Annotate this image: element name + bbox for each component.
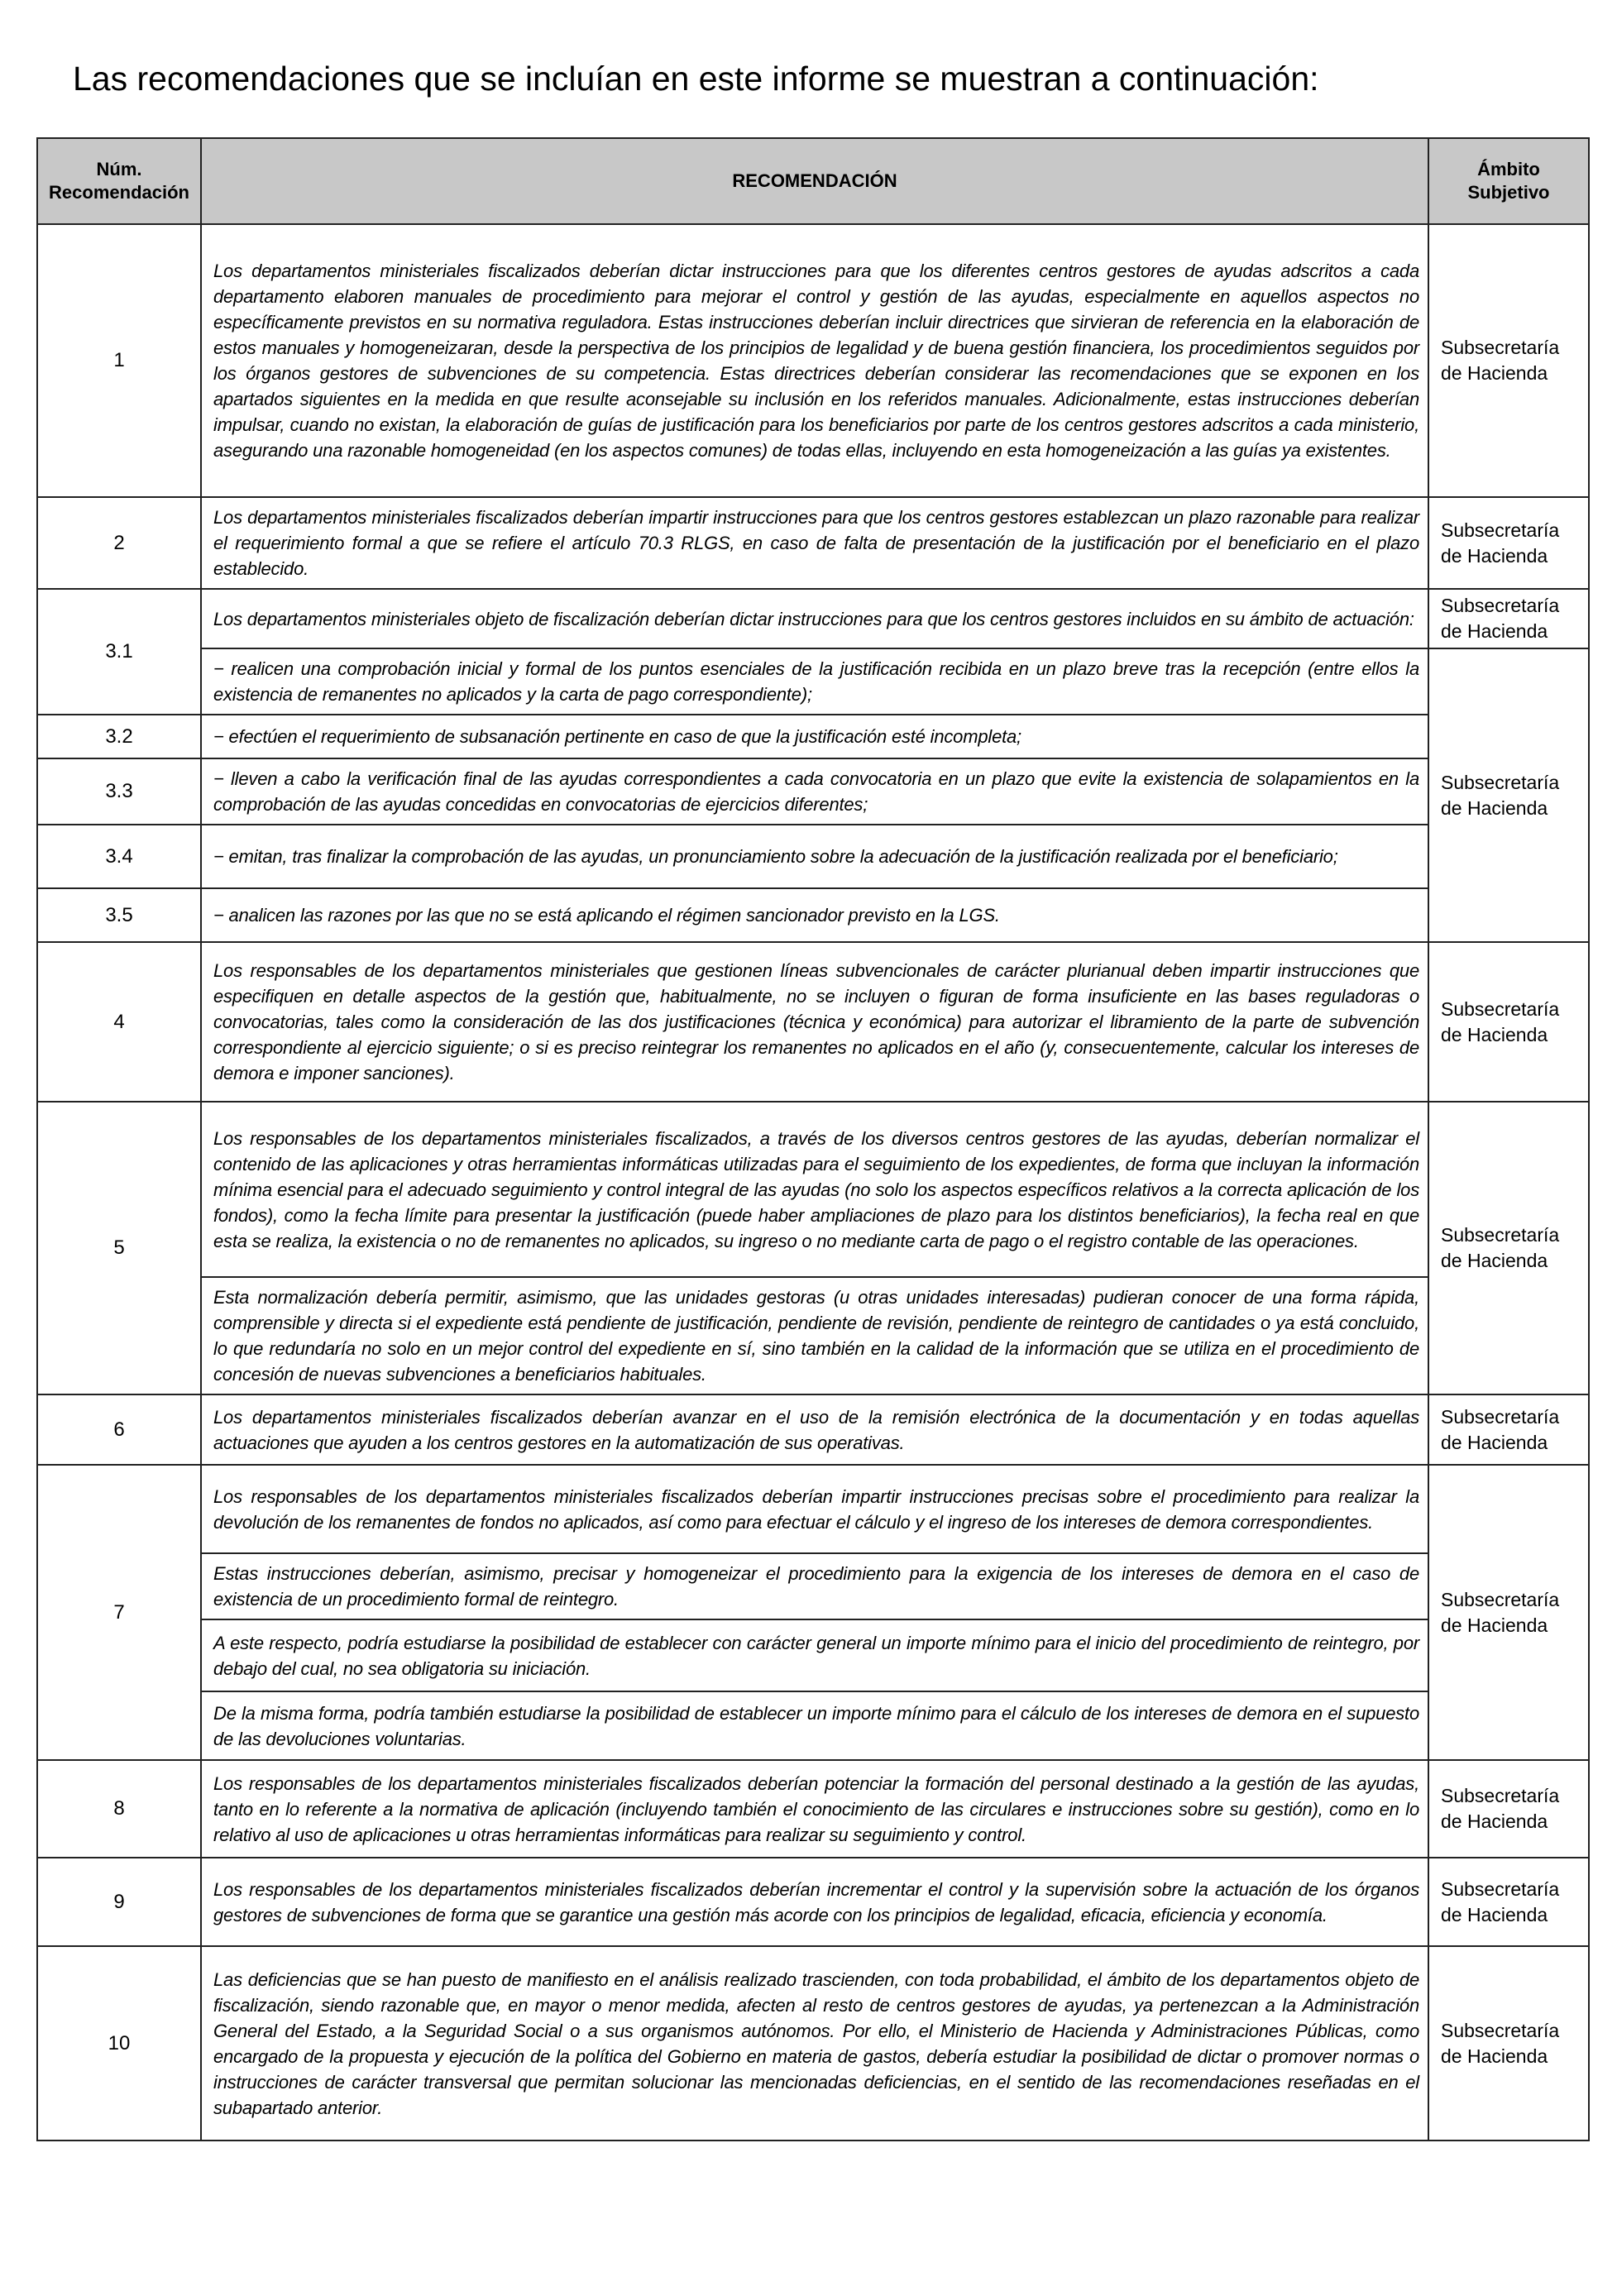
rec-number: 4: [37, 942, 201, 1102]
table-row: [37, 1691, 1589, 1760]
table-row: [37, 1619, 1589, 1691]
table-row: [37, 1553, 1589, 1619]
rec-text: Los responsables de los departamentos ministeriales fiscalizados deberían impartir instrucciones precisas sobre el procedimiento para realizar la devolución de los remanentes de fondos no aplicados, así como para efectuar el cálculo y el ingreso de los intereses de demora correspondientes.: [201, 1465, 1428, 1553]
header-num-line1: Núm.: [96, 159, 142, 179]
rec-number: 3.4: [37, 825, 201, 888]
rec-text: Las deficiencias que se han puesto de manifiesto en el análisis realizado trascienden, con toda probabilidad, el ámbito de los departamentos objeto de fiscalización, siendo razonable que, en mayor o menor medida, afecten al resto de centros gestores de ayudas, ya pertenezcan a la Administración General del Estado, a la Seguridad Social o a sus organismos autónomos. Por ello, el Ministerio de Hacienda y Administraciones Públicas, como encargado de la propuesta y ejecución de la política del Gobierno en materia de gastos, debería estudiar la posibilidad de dictar o promover normas o instrucciones de carácter transversal que permitan solucionar las mencionadas deficiencias, en el sentido de las recomendaciones reseñadas en el subapartado anterior.: [201, 1946, 1428, 2141]
rec-number: 3.3: [37, 758, 201, 825]
ambito-cell: [1428, 942, 1589, 1102]
table-row: [37, 497, 1589, 589]
table-row: [37, 758, 1589, 825]
ambito-line2: de Hacienda: [1441, 1431, 1548, 1453]
ambito-cell: [1428, 497, 1589, 589]
rec-text: − lleven a cabo la verificación final de las ayudas correspondientes a cada convocatoria en un plazo que evite la existencia de solapamientos en la comprobación de las ayudas concedidas en convocatorias de ejercicios diferentes;: [201, 758, 1428, 825]
intro-text: Las recomendaciones que se incluían en este informe se muestran a continuación:: [73, 60, 1319, 98]
ambito-cell: [1428, 224, 1589, 497]
ambito-line1: Subsecretaría: [1441, 1588, 1560, 1610]
header-ambito-line2: Subjetivo: [1467, 182, 1550, 203]
rec-text: Los responsables de los departamentos ministeriales fiscalizados deberían incrementar el control y la supervisión sobre la actuación de los órganos gestores de subvenciones de forma que se garantice una gestión más acorde con los principios de legalidad, eficacia, eficiencia y economía.: [201, 1858, 1428, 1946]
table-row: [37, 1760, 1589, 1858]
header-ambito: [1428, 138, 1589, 224]
ambito-line1: Subsecretaría: [1441, 1224, 1560, 1246]
rec-number: 6: [37, 1394, 201, 1465]
rec-text: Los departamentos ministeriales objeto de fiscalización deberían dictar instrucciones para que los centros gestores incluidos en su ámbito de actuación:: [201, 589, 1428, 648]
rec-text: Esta normalización debería permitir, asimismo, que las unidades gestoras (u otras unidades interesadas) pudieran conocer de una forma rápida, comprensible y directa si el expediente está pendiente de justificación, pendiente de revisión, pendiente de reintegro de cantidades o ya está concluido, lo que redundaría no solo en un mejor control del expediente en sí, sino también en la calidad de la información que se utiliza en el procedimiento de concesión de nuevas subvenciones a beneficiarios habituales.: [201, 1277, 1428, 1394]
rec-number: 1: [37, 224, 201, 497]
table-row: [37, 1277, 1589, 1394]
rec-text: − emitan, tras finalizar la comprobación de las ayudas, un pronunciamiento sobre la adecuación de la justificación realizada por el beneficiario;: [201, 825, 1428, 888]
ambito-line1: Subsecretaría: [1441, 595, 1560, 616]
ambito-cell: [1428, 1465, 1589, 1760]
ambito-line2: de Hacienda: [1441, 362, 1548, 384]
ambito-cell: [1428, 648, 1589, 942]
rec-number: 2: [37, 497, 201, 589]
rec-number: 8: [37, 1760, 201, 1858]
rec-text: Los responsables de los departamentos ministeriales fiscalizados, a través de los diversos centros gestores de las ayudas, deberían normalizar el contenido de las aplicaciones y otras herramientas informáticas utilizadas para el seguimiento de los expedientes, de forma que incluyan la información mínima esencial para el adecuado seguimiento y control integral de las ayudas (no solo los aspectos específicos relativos a la correcta aplicación de los fondos), como la fecha límite para presentar la justificación (puede haber ampliaciones de plazo para los distintos beneficiarios), la fecha real en que esta se realiza, la existencia o no de remanentes no aplicados, su ingreso o no mediante carta de pago o el registro contable de las operaciones.: [201, 1102, 1428, 1277]
ambito-cell: [1428, 1394, 1589, 1465]
table-row: [37, 942, 1589, 1102]
ambito-cell: [1428, 1102, 1589, 1394]
ambito-cell: [1428, 1858, 1589, 1946]
ambito-cell: [1428, 1946, 1589, 2141]
ambito-line2: de Hacienda: [1441, 1903, 1548, 1925]
table-row: [37, 1394, 1589, 1465]
rec-number: 10: [37, 1946, 201, 2141]
rec-number: 9: [37, 1858, 201, 1946]
ambito-line2: de Hacienda: [1441, 544, 1548, 567]
ambito-line2: de Hacienda: [1441, 1023, 1548, 1045]
rec-text: A este respecto, podría estudiarse la posibilidad de establecer con carácter general un importe mínimo para el inicio del procedimiento de reintegro, por debajo del cual, no sea obligatoria su iniciación.: [201, 1619, 1428, 1691]
rec-text: De la misma forma, podría también estudiarse la posibilidad de establecer un importe mínimo para el cálculo de los intereses de demora en el supuesto de las devoluciones voluntarias.: [201, 1691, 1428, 1760]
rec-text: Los departamentos ministeriales fiscalizados deberían dictar instrucciones para que los diferentes centros gestores de ayudas adscritos a cada departamento elaboren manuales de procedimiento para mejorar el control y gestión de las ayudas, especialmente en aquellos aspectos no específicamente previstos en su normativa reguladora. Estas instrucciones deberían incluir directrices que sirvieran de referencia en la elaboración de estos manuales y homogeneizaran, desde la perspectiva de los principios de legalidad y de buena gestión financiera, los procedimientos seguidos por los órganos gestores de subvenciones de su competencia. Estas directrices deberían considerar las recomendaciones que se exponen en los apartados siguientes en la medida en que resulte aconsejable su inclusión en los referidos manuales. Adicionalmente, estas instrucciones deberían impulsar, cuando no existan, la elaboración de guías de justificación para los beneficiarios por parte de los centros gestores adscritos a cada ministerio, asegurando una razonable homogeneidad (en los aspectos comunes) de todas ellas, incluyendo en esta homogeneización a las guías ya existentes.: [201, 224, 1428, 497]
table-row: [37, 825, 1589, 888]
header-num: [37, 138, 201, 224]
ambito-line1: Subsecretaría: [1441, 519, 1560, 541]
ambito-line2: de Hacienda: [1441, 620, 1548, 642]
rec-number: 5: [37, 1102, 201, 1394]
table-row: [37, 1465, 1589, 1553]
recommendations-table: [36, 137, 1590, 2141]
table-row: [37, 715, 1589, 758]
header-recomendacion: RECOMENDACIÓN: [201, 138, 1428, 224]
ambito-cell: [1428, 589, 1589, 648]
header-ambito-line1: Ámbito: [1477, 159, 1540, 179]
ambito-line1: Subsecretaría: [1441, 997, 1560, 1020]
rec-text: Los responsables de los departamentos ministeriales que gestionen líneas subvencionales de carácter plurianual deben impartir instrucciones que especifiquen en detalle aspectos de la gestión que, habitualmente, no se incluyen o figuran de forma insuficiente en las bases reguladoras o convocatorias, tales como la consideración de las dos justificaciones (técnica y económica) para autorizar el libramiento de la parte de subvención correspondiente al ejercicio siguiente; o si es preciso reintegrar los remanentes no aplicados en el año (y, consecuentemente, calcular los intereses de demora e imponer sanciones).: [201, 942, 1428, 1102]
table-row: [37, 648, 1589, 715]
ambito-line1: Subsecretaría: [1441, 2019, 1560, 2041]
rec-text: Estas instrucciones deberían, asimismo, precisar y homogeneizar el procedimiento para la exigencia de los intereses de demora en el caso de existencia de un procedimiento formal de reintegro.: [201, 1553, 1428, 1619]
ambito-line2: de Hacienda: [1441, 1250, 1548, 1271]
rec-text: Los departamentos ministeriales fiscalizados deberían impartir instrucciones para que los centros gestores establezcan un plazo razonable para realizar el requerimiento formal a que se refiere el artículo 70.3 RLGS, en caso de falta de presentación de la justificación por el beneficiario en el plazo establecido.: [201, 497, 1428, 589]
ambito-line2: de Hacienda: [1441, 1810, 1548, 1832]
ambito-line2: de Hacienda: [1441, 796, 1548, 819]
rec-number: 3.2: [37, 715, 201, 758]
rec-number: 3.5: [37, 888, 201, 942]
table-row: [37, 1102, 1589, 1277]
table-header-row: [37, 138, 1589, 224]
rec-number: 7: [37, 1465, 201, 1760]
ambito-line1: Subsecretaría: [1441, 771, 1560, 793]
ambito-line2: de Hacienda: [1441, 2045, 1548, 2067]
table-row: [37, 224, 1589, 497]
table-row: [37, 589, 1589, 648]
ambito-cell: [1428, 1760, 1589, 1858]
rec-text: Los responsables de los departamentos ministeriales fiscalizados deberían potenciar la formación del personal destinado a la gestión de las ayudas, tanto en lo referente a la normativa de aplicación (incluyendo también el conocimiento de las circulares e instrucciones sobre su gestión), como en lo relativo al uso de aplicaciones u otras herramientas informáticas para realizar su seguimiento y control.: [201, 1760, 1428, 1858]
table-row: [37, 1858, 1589, 1946]
table-row: [37, 1946, 1589, 2141]
rec-text: − efectúen el requerimiento de subsanación pertinente en caso de que la justificación esté incompleta;: [201, 715, 1428, 758]
ambito-line1: Subsecretaría: [1441, 337, 1560, 358]
rec-text: − analicen las razones por las que no se está aplicando el régimen sancionador previsto en la LGS.: [201, 888, 1428, 942]
ambito-line1: Subsecretaría: [1441, 1785, 1560, 1806]
ambito-line1: Subsecretaría: [1441, 1405, 1560, 1428]
rec-text: − realicen una comprobación inicial y formal de los puntos esenciales de la justificación recibida en un plazo breve tras la recepción (entre ellos la existencia de remanentes no aplicados y la carta de pago correspondiente);: [201, 648, 1428, 715]
table-row: [37, 888, 1589, 942]
header-num-line2: Recomendación: [49, 182, 189, 203]
rec-text: Los departamentos ministeriales fiscalizados deberían avanzar en el uso de la remisión electrónica de la documentación y en todas aquellas actuaciones que ayuden a los centros gestores en la automatización de sus operativas.: [201, 1394, 1428, 1465]
rec-number: 3.1: [37, 589, 201, 715]
ambito-line1: Subsecretaría: [1441, 1877, 1560, 1900]
ambito-line2: de Hacienda: [1441, 1614, 1548, 1636]
